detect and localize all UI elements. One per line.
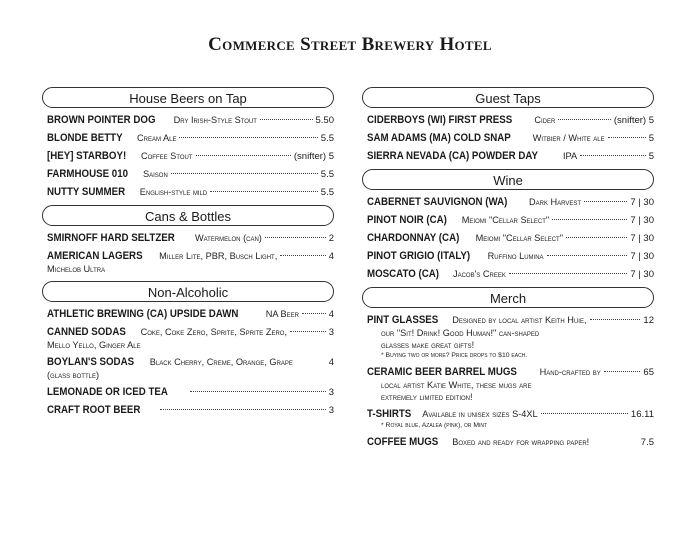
menu-item — [47, 150, 334, 163]
item-desc: Meiomi "Cellar Select" — [475, 233, 563, 243]
dot-leader — [260, 119, 313, 120]
menu-item — [367, 214, 654, 227]
dot-leader — [566, 237, 627, 238]
dot-leader — [280, 255, 325, 256]
dot-leader — [580, 155, 646, 156]
menu-item — [367, 366, 654, 403]
item-note: * Royal blue, Azalea (pink), or Mint — [381, 422, 488, 429]
dot-leader — [590, 319, 641, 320]
item-name: SAM ADAMS (MA) COLD SNAP — [367, 132, 511, 144]
item-price: 4 — [328, 251, 334, 262]
item-name: NUTTY SUMMER — [47, 186, 126, 198]
item-desc: IPA — [562, 151, 578, 161]
menu-item — [367, 114, 654, 127]
item-price: 16.11 — [630, 409, 654, 420]
dot-leader — [552, 219, 627, 220]
dot-leader — [196, 155, 291, 156]
section-house-beers — [42, 87, 334, 199]
section-non-alcoholic — [42, 281, 334, 417]
right-column — [362, 87, 654, 455]
item-desc: Cider — [534, 115, 556, 125]
item-desc: Ruffino Lumina — [487, 251, 544, 261]
item-name: PINT GLASSES — [367, 314, 439, 326]
dot-leader — [547, 255, 628, 256]
menu-item — [47, 232, 334, 245]
dot-leader — [190, 391, 325, 392]
menu-item — [47, 114, 334, 127]
item-name: CRAFT ROOT BEER — [47, 404, 141, 416]
item-name: SIERRA NEVADA (CA) POWDER DAY — [367, 150, 538, 162]
item-name: T-SHIRTS — [367, 408, 412, 420]
item-price: 2 — [328, 233, 334, 244]
item-desc: Available in unisex sizes S-4XL — [422, 409, 538, 419]
dot-leader — [179, 137, 317, 138]
dot-leader — [302, 313, 326, 314]
item-price: 5 — [648, 151, 654, 162]
item-desc: Black Cherry, Creme, Orange, Grape — [149, 357, 293, 367]
item-desc: Watermelon (can) — [194, 233, 262, 243]
item-desc: Witbier / White ale — [532, 133, 605, 143]
menu-item — [367, 132, 654, 145]
item-name: SMIRNOFF HARD SELTZER — [47, 232, 175, 244]
item-price: (snifter) 5 — [613, 115, 654, 126]
item-name: PINOT GRIGIO (ITALY) — [367, 250, 471, 262]
section-wine — [362, 169, 654, 281]
item-price: 5.5 — [320, 133, 334, 144]
dot-leader — [558, 119, 611, 120]
dot-leader — [290, 331, 326, 332]
item-name: PINOT NOIR (CA) — [367, 214, 447, 226]
item-price: (snifter) 5 — [293, 151, 334, 162]
item-price: 5.5 — [320, 169, 334, 180]
item-name: BROWN POINTER DOG — [47, 114, 156, 126]
item-name: CANNED SODAS — [47, 326, 126, 338]
item-desc: Boxed and ready for wrapping paper! — [452, 437, 590, 447]
item-desc-continued: (glass bottle) — [47, 370, 100, 380]
menu-item — [47, 326, 334, 351]
item-price: 12 — [643, 315, 654, 326]
item-desc-continued: Mello Yello, Ginger Ale — [47, 340, 141, 350]
section-cans-bottles — [42, 205, 334, 275]
item-desc-continued: Michelob Ultra — [47, 264, 106, 274]
menu-item — [367, 268, 654, 281]
item-price: 3 — [328, 387, 334, 398]
dot-leader — [604, 371, 641, 372]
item-name: COFFEE MUGS — [367, 436, 439, 448]
item-name: [HEY] STARBOY! — [47, 150, 127, 162]
item-price: 3 — [328, 405, 334, 416]
dot-leader — [296, 361, 326, 362]
menu-item — [367, 232, 654, 245]
menu-item — [367, 408, 654, 431]
section-heading: Non-Alcoholic — [42, 281, 334, 302]
item-name: ATHLETIC BREWING (CA) UPSIDE DAWN — [47, 308, 239, 320]
item-price: 7.5 — [640, 437, 654, 448]
menu-item — [47, 132, 334, 145]
section-merch — [362, 287, 654, 449]
section-heading: Cans & Bottles — [42, 205, 334, 226]
item-desc: Cream Ale — [136, 133, 177, 143]
menu-item — [47, 404, 334, 417]
dot-leader — [541, 413, 628, 414]
item-price: 7 | 30 — [630, 233, 654, 244]
item-price: 65 — [643, 367, 654, 378]
menu-item — [47, 168, 334, 181]
menu-title: Commerce Street Brewery Hotel — [208, 34, 492, 55]
item-desc: Dry Irish-Style Stout — [173, 115, 257, 125]
left-column — [42, 87, 334, 423]
item-name: CABERNET SAUVIGNON (WA) — [367, 196, 508, 208]
menu-item — [367, 314, 654, 361]
item-price: 7 | 30 — [630, 251, 654, 262]
dot-leader — [160, 409, 326, 410]
item-price: 5.50 — [315, 115, 334, 126]
item-desc: Saison — [143, 169, 168, 179]
item-name: BOYLAN'S SODAS — [47, 356, 135, 368]
item-price: 7 | 30 — [630, 197, 654, 208]
item-desc: Hand-crafted by — [539, 367, 601, 377]
item-name: LEMONADE OR ICED TEA — [47, 386, 168, 398]
menu-item — [367, 436, 654, 449]
item-desc: Jacob's Creek — [452, 269, 506, 279]
item-desc: Miller Lite, PBR, Busch Light, — [159, 251, 278, 261]
item-price: 7 | 30 — [630, 215, 654, 226]
menu-item — [47, 186, 334, 199]
item-price: 3 — [328, 327, 334, 338]
item-name: AMERICAN LAGERS — [47, 250, 143, 262]
section-guest-taps — [362, 87, 654, 163]
item-price: 4 — [328, 357, 334, 368]
menu-item — [47, 356, 334, 381]
item-name: FARMHOUSE 010 — [47, 168, 128, 180]
dot-leader — [584, 201, 627, 202]
item-desc: Designed by local artist Keith Huie, — [452, 315, 587, 325]
item-desc: English-style mild — [139, 187, 208, 197]
section-heading: Wine — [362, 169, 654, 190]
item-desc-continued: glasses make great gifts! — [381, 340, 475, 350]
item-name: CERAMIC BEER BARREL MUGS — [367, 366, 517, 378]
item-desc-continued: extremely limited edition! — [381, 392, 473, 402]
item-desc-continued: our "Sit! Drink! Good Human!" can-shaped — [381, 328, 540, 338]
item-desc: NA Beer — [265, 309, 300, 319]
menu-item — [47, 386, 334, 399]
item-price: 5.5 — [320, 187, 334, 198]
dot-leader — [171, 173, 318, 174]
menu-item — [367, 250, 654, 263]
item-desc: Dark Harvest — [528, 197, 582, 207]
item-desc-continued: local artist Katie White, these mugs are — [381, 380, 532, 390]
dot-leader — [608, 137, 646, 138]
item-note: * Buying two or more? Price drops to $10 each. — [381, 352, 528, 359]
item-desc: Coke, Coke Zero, Sprite, Sprite Zero, — [140, 327, 288, 337]
item-desc: Coffee Stout — [140, 151, 193, 161]
section-heading: Merch — [362, 287, 654, 308]
dot-leader — [210, 191, 318, 192]
section-heading: House Beers on Tap — [42, 87, 334, 108]
item-price: 5 — [648, 133, 654, 144]
dot-leader — [592, 441, 638, 442]
menu-item — [47, 250, 334, 275]
menu-item — [367, 196, 654, 209]
section-heading: Guest Taps — [362, 87, 654, 108]
dot-leader — [509, 273, 628, 274]
item-price: 7 | 30 — [630, 269, 654, 280]
menu-item — [367, 150, 654, 163]
dot-leader — [265, 237, 326, 238]
item-desc: Meiomi "Cellar Select" — [461, 215, 550, 225]
item-name: CHARDONNAY (CA) — [367, 232, 460, 244]
item-name: MOSCATO (CA) — [367, 268, 439, 280]
item-price: 4 — [328, 309, 334, 320]
menu-item — [47, 308, 334, 321]
item-name: BLONDE BETTY — [47, 132, 123, 144]
item-name: CIDERBOYS (WI) FIRST PRESS — [367, 114, 513, 126]
